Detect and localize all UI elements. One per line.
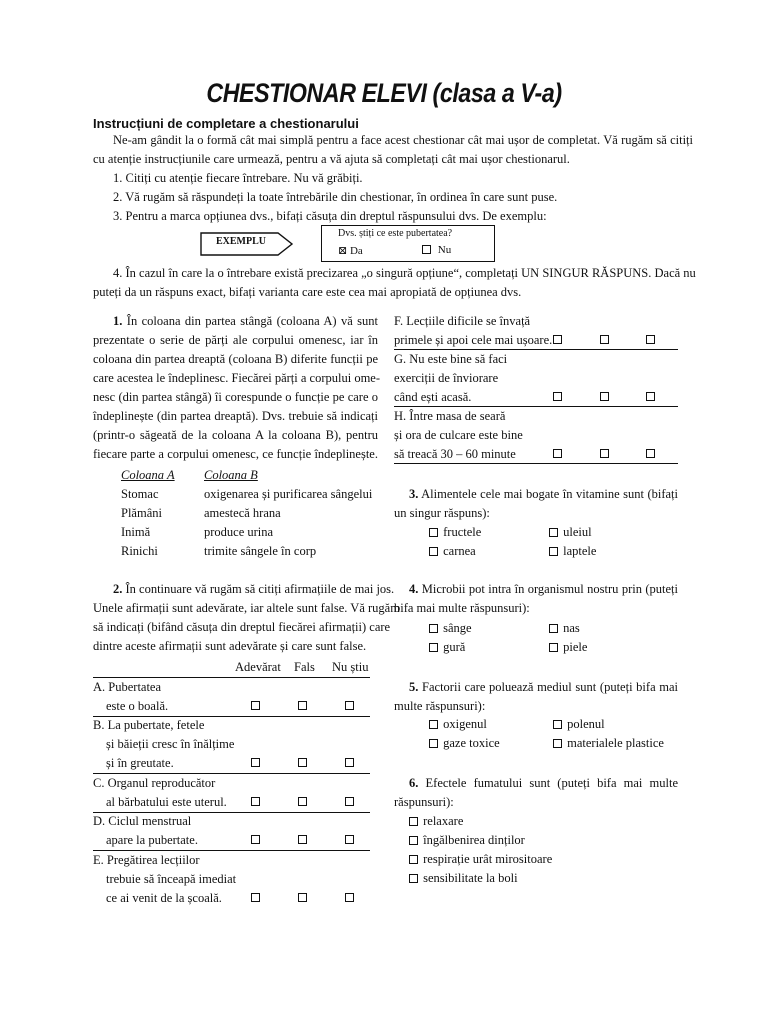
checkbox-true[interactable] — [251, 835, 260, 844]
column-b-item: amestecă hrana — [204, 506, 281, 520]
statement-label: D. Ciclul menstrual — [93, 814, 192, 828]
checkbox-icon[interactable] — [429, 720, 438, 729]
checkbox-false[interactable] — [298, 893, 307, 902]
option: nas — [549, 619, 580, 638]
option: relaxare — [409, 812, 463, 831]
divider — [394, 463, 678, 464]
q2-line-2: Unele afirmații sunt adevărate, iar altele sunt false. Vă rugăm — [93, 601, 400, 615]
statement-label: ce ai venit de la școală. — [106, 891, 222, 905]
checkbox-dont-know[interactable] — [345, 701, 354, 710]
checkbox-icon[interactable] — [549, 547, 558, 556]
checkbox-true[interactable] — [251, 893, 260, 902]
q4-line-1: 4. Microbii pot intra în organismul nostru prin (puteți — [409, 582, 678, 596]
q1-line-1: 1. În coloana din partea stângă (coloana A) vă sunt — [113, 314, 378, 328]
checkbox-icon[interactable] — [409, 874, 418, 883]
col-header-true: Adevărat — [235, 660, 281, 674]
q6-line-1: 6. Efectele fumatului sunt (puteți bifa mai multe — [409, 776, 678, 790]
intro-line-2: cu atenție instrucțiunile care urmează, pentru a vă ajuta să completați cât mai ușor chestionarul. — [93, 152, 570, 166]
option: materialele plastice — [553, 734, 664, 753]
checkbox-icon[interactable] — [429, 547, 438, 556]
checkbox-icon[interactable] — [409, 836, 418, 845]
q1-line-8: fiecare parte a corpului omenesc, ce funcție îndeplinește. — [93, 447, 378, 461]
statement-label: A. Pubertatea — [93, 680, 162, 694]
column-a-item: Rinichi — [121, 544, 158, 558]
statement-label: și ora de culcare este bine — [394, 428, 523, 442]
checkbox-false[interactable] — [600, 335, 609, 344]
checkbox-false[interactable] — [298, 835, 307, 844]
statement-label: și în greutate. — [106, 756, 174, 770]
example-question: Dvs. știți ce este pubertatea? — [338, 228, 453, 239]
column-b-item: trimite sângele în corp — [204, 544, 317, 558]
checkbox-icon[interactable] — [553, 720, 562, 729]
checkbox-true[interactable] — [251, 758, 260, 767]
column-b-item: produce urina — [204, 525, 274, 539]
option: uleiul — [549, 523, 592, 542]
column-a-item: Plămâni — [121, 506, 162, 520]
checkbox-true[interactable] — [251, 797, 260, 806]
q3-line-1: 3. Alimentele cele mai bogate în vitamine sunt (bifați — [409, 487, 678, 501]
checkbox-false[interactable] — [600, 392, 609, 401]
column-a-header: Coloana A — [121, 468, 175, 482]
checkbox-dont-know[interactable] — [345, 835, 354, 844]
q4-line-2: bifa mai multe răspunsuri): — [394, 601, 530, 615]
checkbox-dont-know[interactable] — [646, 449, 655, 458]
q1-line-7: (printr-o săgeată de la coloana A la coloana B), pentru — [93, 428, 378, 442]
example-label: EXEMPLU — [216, 236, 266, 247]
checkbox-icon[interactable] — [549, 643, 558, 652]
q6-line-2: răspunsuri): — [394, 795, 454, 809]
option: fructele — [429, 523, 481, 542]
step-3: 3. Pentru a marca opțiunea dvs., bifați căsuța din dreptul răspunsului dvs. De exemplu: — [113, 209, 547, 223]
checkbox-icon — [422, 245, 431, 254]
statement-label: al bărbatului este uterul. — [106, 795, 227, 809]
column-b-header: Coloana B — [204, 468, 258, 482]
checkbox-icon[interactable] — [549, 624, 558, 633]
checkbox-dont-know[interactable] — [345, 893, 354, 902]
statement-label: E. Pregătirea lecțiilor — [93, 853, 200, 867]
statement-label: B. La pubertate, fetele — [93, 718, 205, 732]
checkbox-icon[interactable] — [429, 643, 438, 652]
q1-line-6: îndeplinește (din partea dreaptă). Dvs. trebuie să indicați — [93, 409, 378, 423]
option: îngălbenirea dinților — [409, 831, 525, 850]
checkbox-dont-know[interactable] — [646, 335, 655, 344]
option: polenul — [553, 715, 605, 734]
statement-label: H. Între masa de seară — [394, 409, 506, 423]
option: sânge — [429, 619, 472, 638]
statement-label: este o boală. — [106, 699, 169, 713]
option: carnea — [429, 542, 476, 561]
statement-label: să treacă 30 – 60 minute — [394, 447, 516, 461]
checkbox-true[interactable] — [553, 392, 562, 401]
example-no: Nu — [422, 244, 451, 256]
q1-line-2: prezentate o serie de părți ale corpului omenesc, iar în — [93, 333, 378, 347]
checkbox-false[interactable] — [298, 701, 307, 710]
q2-line-3: să indicați (bifând căsuța din dreptul fiecărei afirmații) care — [93, 620, 391, 634]
checkbox-icon[interactable] — [409, 855, 418, 864]
column-a-item: Inimă — [121, 525, 151, 539]
checkbox-icon[interactable] — [549, 528, 558, 537]
instructions-heading: Instrucțiuni de completare a chestionarului — [93, 116, 359, 131]
checkbox-icon[interactable] — [429, 739, 438, 748]
step-4-line-2: puteți da un răspuns exact, bifați varianta care este cea mai apropiată de opțiunea dvs. — [93, 285, 522, 299]
step-2: 2. Vă rugăm să răspundeți la toate întrebările din chestionar, în ordinea în care sunt puse. — [113, 190, 558, 204]
page-title: CHESTIONAR ELEVI (clasa a V-a) — [206, 78, 562, 108]
checked-box-icon: ⊠ — [338, 245, 348, 257]
checkbox-true[interactable] — [553, 335, 562, 344]
statement-label: și băieții cresc în înălțime — [106, 737, 235, 751]
checkbox-dont-know[interactable] — [646, 392, 655, 401]
statement-label: când ești acasă. — [394, 390, 472, 404]
statement-label: F. Lecțiile dificile se învață — [394, 314, 531, 328]
q1-line-5: nesc (din partea stângă) îi corespunde o funcție pe care o — [93, 390, 378, 404]
option: laptele — [549, 542, 596, 561]
step-4-line-1: 4. În cazul în care la o întrebare există precizarea „o singură opțiune“, completați UN SINGUR RĂSPUNS. Dacă nu — [113, 266, 696, 280]
statement-label: primele și apoi cele mai ușoare. — [394, 333, 553, 347]
option: gură — [429, 638, 465, 657]
example-yes: ⊠ Da — [338, 245, 363, 257]
col-header-dont-know: Nu știu — [332, 660, 369, 674]
q1-line-3: coloana din partea dreaptă (coloana B) diferite funcții pe — [93, 352, 378, 366]
checkbox-icon[interactable] — [429, 624, 438, 633]
q1-line-4: care acestea le îndeplinesc. Fiecărei părți a corpului ome- — [93, 371, 381, 385]
checkbox-false[interactable] — [298, 758, 307, 767]
statement-label: G. Nu este bine să faci — [394, 352, 508, 366]
column-a-item: Stomac — [121, 487, 159, 501]
checkbox-true[interactable] — [553, 449, 562, 458]
statement-label: trebuie să înceapă imediat — [106, 872, 237, 886]
checkbox-false[interactable] — [298, 797, 307, 806]
checkbox-icon[interactable] — [409, 817, 418, 826]
q2-line-1: 2. În continuare vă rugăm să citiți afirmațiile de mai jos. — [113, 582, 395, 596]
checkbox-dont-know[interactable] — [345, 758, 354, 767]
statement-label: C. Organul reproducător — [93, 776, 216, 790]
statement-label: apare la pubertate. — [106, 833, 198, 847]
step-1: 1. Citiți cu atenție fiecare întrebare. Nu vă grăbiți. — [113, 171, 363, 185]
statement-label: exerciții de înviorare — [394, 371, 499, 385]
checkbox-icon[interactable] — [553, 739, 562, 748]
intro-line-1: Ne-am gândit la o formă cât mai simplă pentru a face acest chestionar cât mai ușor de completat. Vă rugăm să citiți — [113, 133, 693, 147]
checkbox-true[interactable] — [251, 701, 260, 710]
checkbox-dont-know[interactable] — [345, 797, 354, 806]
checkbox-icon[interactable] — [429, 528, 438, 537]
option: sensibilitate la boli — [409, 869, 518, 888]
q2-line-4: dintre aceste afirmații sunt adevărate și care sunt false. — [93, 639, 367, 653]
q3-line-2: un singur răspuns): — [394, 506, 490, 520]
q5-line-2: multe răspunsuri): — [394, 699, 486, 713]
col-header-false: Fals — [294, 660, 315, 674]
column-b-item: oxigenarea și purificarea sângelui — [204, 487, 373, 501]
option: piele — [549, 638, 587, 657]
checkbox-false[interactable] — [600, 449, 609, 458]
q5-line-1: 5. Factorii care poluează mediul sunt (puteți bifa mai — [409, 680, 679, 694]
option: oxigenul — [429, 715, 487, 734]
example-box — [321, 225, 495, 262]
option: gaze toxice — [429, 734, 500, 753]
option: respirație urât mirositoare — [409, 850, 552, 869]
